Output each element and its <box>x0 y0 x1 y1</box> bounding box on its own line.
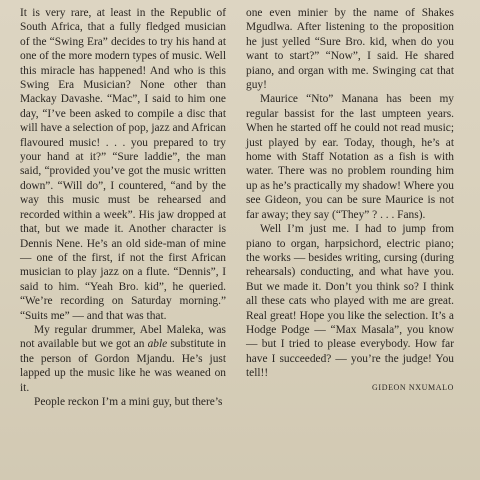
author-signature: GIDEON NXUMALO <box>372 382 454 392</box>
paragraph: one even minier by the name of Shakes Mgudlwa. After listening to the proposition he just yelled “Sure Bro. kid, when do you want to start?” “Now”, I said. He shared piano, and organ with me. Swinging cat that guy! <box>246 7 454 92</box>
paragraph: Maurice “Nto” Manana has been my regular bassist for the last umpteen years. When he started off he could not read music; just played by ear. Today, though, he’s at home with Staff Notation as a fish is with water. There was no problem rounding him up as he’s practically my shadow! Where you see Gideon, you can be sure Maurice is not far away; they say (“They” ? . . . Fans). <box>246 93 454 221</box>
left-text-column <box>20 6 226 409</box>
paragraph-text: substitute in the person of Gordon Mjandu. He’s just lapped up the music like he was weaned on it. <box>20 338 226 394</box>
paragraph <box>20 323 226 395</box>
emphasis-text: able <box>147 338 168 351</box>
paragraph: People reckon I’m a mini guy, but there’s <box>34 395 223 408</box>
paragraph: Well I’m just me. I had to jump from piano to organ, harpsichord, electric piano; the works — besides writing, cursing (during rehearsals) conducting, and what have you. But we made it. Don’t you think so? I think all these cats who played with me are great. Real great! Hope you like the selection. It’s a Hodge Podge — “Max Masala”, you know — but I tried to please everybody. How far have I succeeded? — you’re the judge! You tell!! <box>246 223 454 380</box>
right-text-column <box>246 6 454 395</box>
paragraph: It is very rare, at least in the Republic of South Africa, that a fully fledged musician of the “Swing Era” decides to try his hand at one of the more modern types of music. Well this miracle has happened! And who is this Swing Era Musician? None other than Mackay Davashe. “Mac”, I said to him one day, “I’ve been asked to compile a disc that will have a selection of pop, jazz and African flavoured music! . . . you prepared to try your hand at it?” “Sure laddie”, the man said, “provided you’ve got the music written down”. “Will do”, I countered, “and by the way this music must be rehearsed and recorded within a week”. His jaw dropped at that, but we made it. Another character is Dennis Nene. He’s an old side-man of mine — one of the first, if not the first African musician to play jazz on a flute. “Dennis”, I said to him. “Yeah Bro. kid”, he queried. “We’re recording on Saturday morning.” “Suits me” — and that was that. <box>20 7 226 322</box>
paragraph-text: My regular drummer, Abel Maleka, was not available but we got an <box>20 323 226 351</box>
